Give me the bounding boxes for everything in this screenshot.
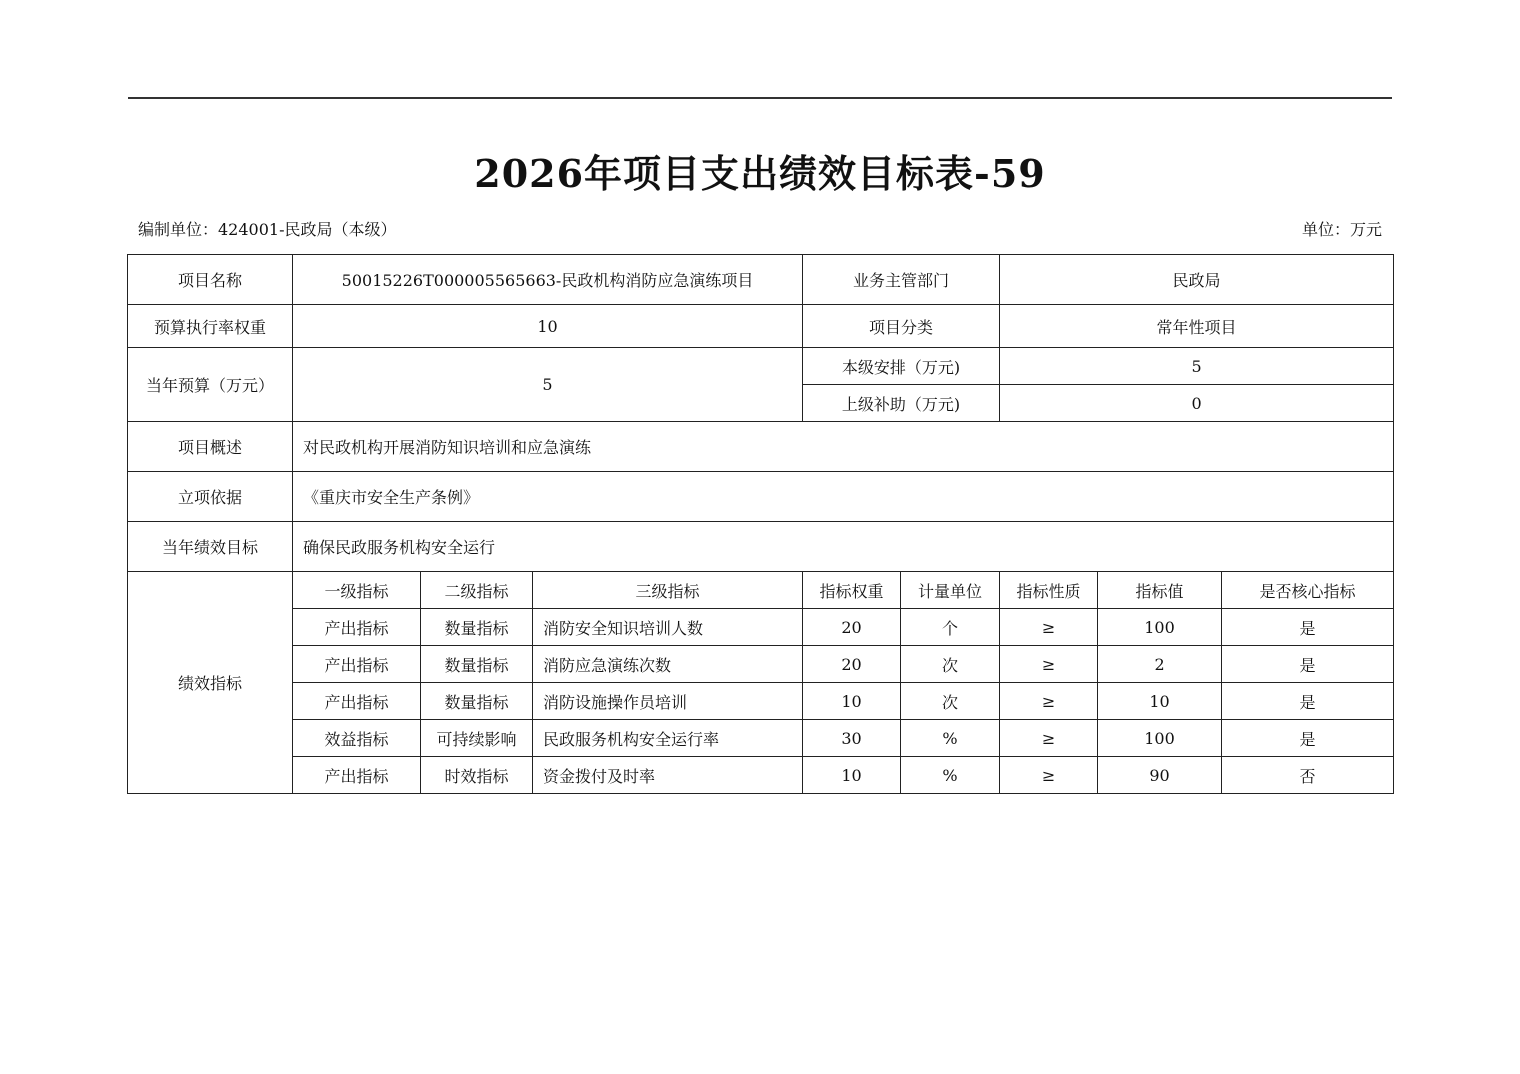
budget-label: 当年预算（万元） (128, 348, 293, 422)
value-cell: 100 (1098, 609, 1222, 646)
weight-cell: 30 (803, 720, 901, 757)
page-title: 2026年项目支出绩效目标表-59 (474, 151, 1046, 196)
level2-cell: 数量指标 (421, 609, 533, 646)
core-cell: 是 (1222, 646, 1394, 683)
upper-label: 上级补助（万元) (803, 385, 1000, 422)
budget-value: 5 (293, 348, 803, 422)
indicator-row (128, 757, 1394, 794)
level3-cell: 资金拨付及时率 (533, 757, 803, 794)
indicator-row (128, 720, 1394, 757)
overview-label: 项目概述 (128, 422, 293, 472)
weight-cell: 10 (803, 683, 901, 720)
level2-cell: 数量指标 (421, 646, 533, 683)
indicator-row (128, 646, 1394, 683)
row-overview (128, 422, 1394, 472)
level1-cell: 产出指标 (293, 609, 421, 646)
row-basis (128, 472, 1394, 522)
category-label: 项目分类 (803, 305, 1000, 348)
nature-cell: ≥ (1000, 683, 1098, 720)
core-cell: 否 (1222, 757, 1394, 794)
currency-unit: 单位：万元 (1301, 220, 1382, 239)
core-cell: 是 (1222, 683, 1394, 720)
header-weight: 指标权重 (803, 572, 901, 609)
level3-cell: 消防应急演练次数 (533, 646, 803, 683)
level2-cell: 数量指标 (421, 683, 533, 720)
top-rule (128, 97, 1392, 99)
level3-cell: 消防设施操作员培训 (533, 683, 803, 720)
goal-value: 确保民政服务机构安全运行 (293, 522, 1394, 572)
level2-cell: 时效指标 (421, 757, 533, 794)
weight-value: 10 (293, 305, 803, 348)
basis-value: 《重庆市安全生产条例》 (293, 472, 1394, 522)
level1-cell: 产出指标 (293, 683, 421, 720)
unit-cell: 次 (901, 646, 1000, 683)
unit-cell: 个 (901, 609, 1000, 646)
indicator-row (128, 683, 1394, 720)
header-unit: 计量单位 (901, 572, 1000, 609)
weight-cell: 20 (803, 609, 901, 646)
header-level1: 一级指标 (293, 572, 421, 609)
indicator-header-row (128, 572, 1394, 609)
indicator-row (128, 609, 1394, 646)
core-cell: 是 (1222, 720, 1394, 757)
row-project-name (128, 255, 1394, 305)
weight-cell: 10 (803, 757, 901, 794)
level3-cell: 民政服务机构安全运行率 (533, 720, 803, 757)
level2-cell: 可持续影响 (421, 720, 533, 757)
nature-cell: ≥ (1000, 757, 1098, 794)
unit-cell: % (901, 757, 1000, 794)
value-cell: 2 (1098, 646, 1222, 683)
value-cell: 10 (1098, 683, 1222, 720)
weight-cell: 20 (803, 646, 901, 683)
unit-cell: 次 (901, 683, 1000, 720)
core-cell: 是 (1222, 609, 1394, 646)
overview-value: 对民政机构开展消防知识培训和应急演练 (293, 422, 1394, 472)
performance-target-table (127, 254, 1394, 794)
header-level2: 二级指标 (421, 572, 533, 609)
upper-value: 0 (1000, 385, 1394, 422)
row-goal (128, 522, 1394, 572)
header-core: 是否核心指标 (1222, 572, 1394, 609)
header-level3: 三级指标 (533, 572, 803, 609)
dept-label: 业务主管部门 (803, 255, 1000, 305)
header-nature: 指标性质 (1000, 572, 1098, 609)
compiling-unit: 编制单位：424001-民政局（本级） (138, 220, 397, 239)
nature-cell: ≥ (1000, 609, 1098, 646)
local-label: 本级安排（万元) (803, 348, 1000, 385)
nature-cell: ≥ (1000, 646, 1098, 683)
row-weight (128, 305, 1394, 348)
value-cell: 90 (1098, 757, 1222, 794)
local-value: 5 (1000, 348, 1394, 385)
weight-label: 预算执行率权重 (128, 305, 293, 348)
project-name-value: 50015226T000005565663-民政机构消防应急演练项目 (293, 255, 803, 305)
basis-label: 立项依据 (128, 472, 293, 522)
dept-value: 民政局 (1000, 255, 1394, 305)
level3-cell: 消防安全知识培训人数 (533, 609, 803, 646)
value-cell: 100 (1098, 720, 1222, 757)
header-value: 指标值 (1098, 572, 1222, 609)
category-value: 常年性项目 (1000, 305, 1394, 348)
nature-cell: ≥ (1000, 720, 1098, 757)
indicators-label: 绩效指标 (128, 572, 293, 794)
level1-cell: 产出指标 (293, 757, 421, 794)
row-budget-local (128, 348, 1394, 385)
goal-label: 当年绩效目标 (128, 522, 293, 572)
unit-cell: % (901, 720, 1000, 757)
level1-cell: 效益指标 (293, 720, 421, 757)
level1-cell: 产出指标 (293, 646, 421, 683)
project-name-label: 项目名称 (128, 255, 293, 305)
